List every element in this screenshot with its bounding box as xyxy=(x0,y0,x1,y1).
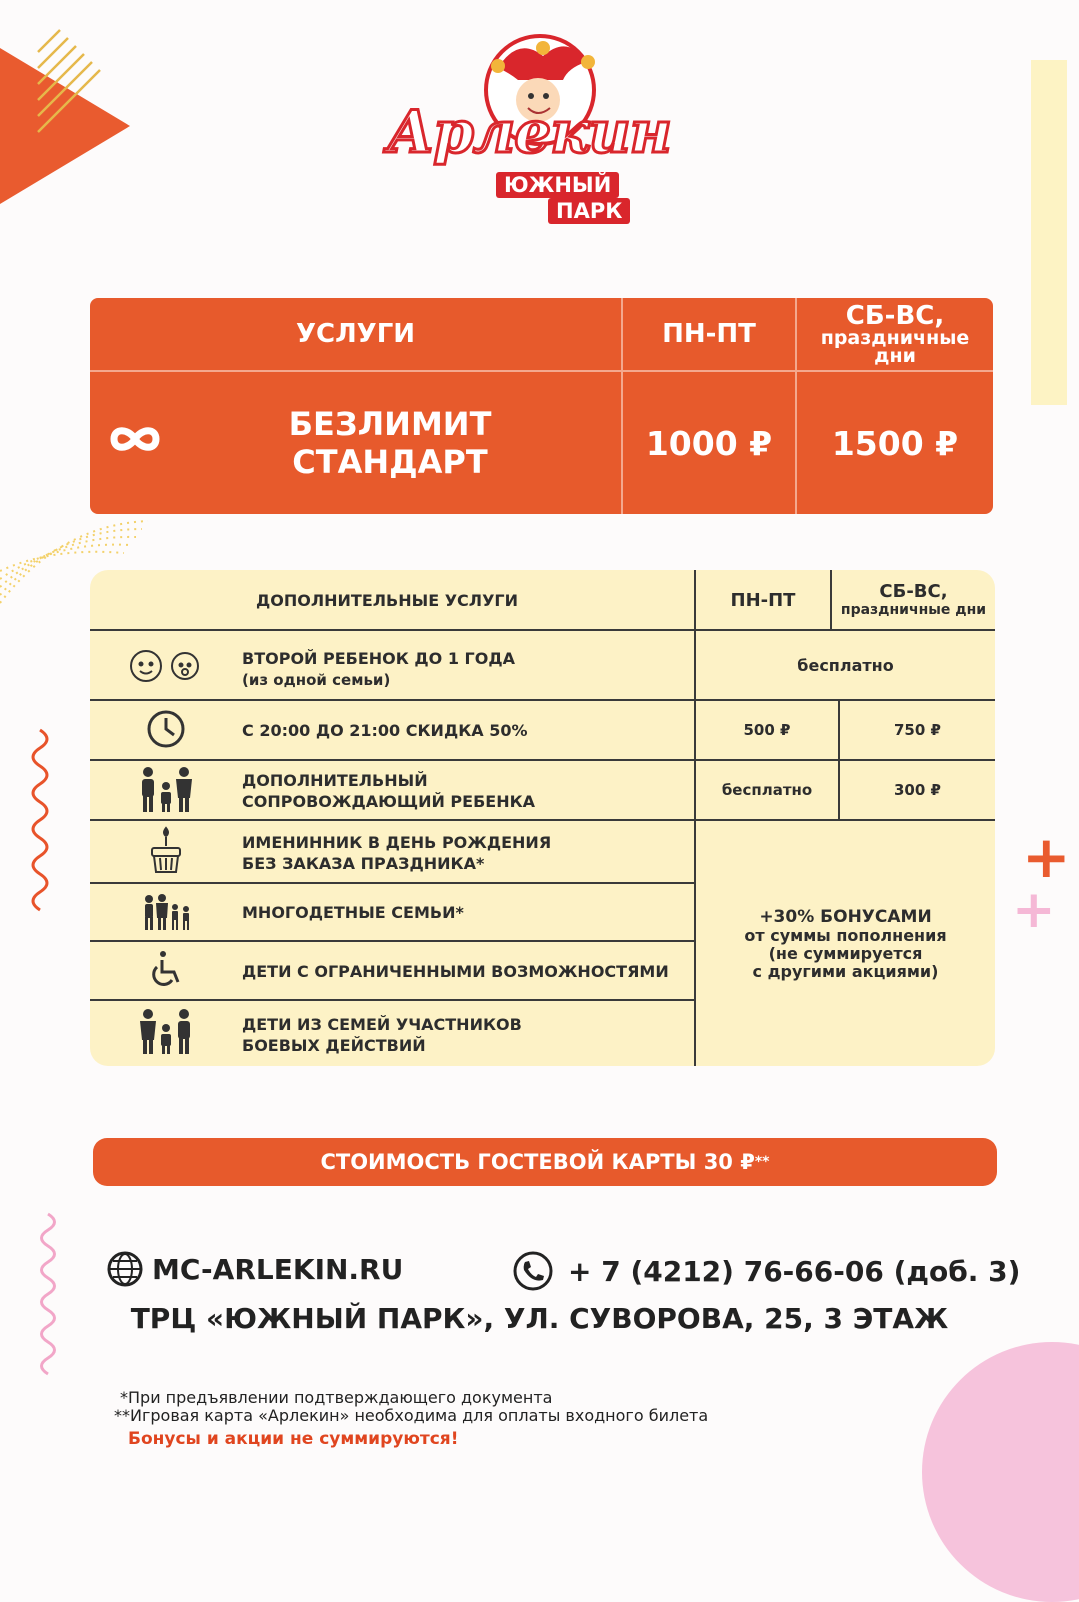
row-evening-weekend: 750 ₽ xyxy=(894,721,941,739)
col-services: УСЛУГИ xyxy=(295,319,416,349)
col-weekend: СБ-ВС, праздничные дни xyxy=(820,301,970,367)
stripes-decoration xyxy=(34,20,114,140)
logo-line2: ПАРК xyxy=(548,198,630,224)
row-veterans-families: ДЕТИ ИЗ СЕМЕЙ УЧАСТНИКОВ БОЕВЫХ ДЕЙСТВИЙ xyxy=(242,1015,522,1055)
row-birthday: ИМЕНИННИК В ДЕНЬ РОЖДЕНИЯ БЕЗ ЗАКАЗА ПРАЗДНИКА* xyxy=(242,833,552,873)
extra-col-weekend: СБ-ВС, праздничные дни xyxy=(840,581,987,618)
extra-col-weekdays: ПН-ПТ xyxy=(730,589,796,611)
family-icon xyxy=(138,766,194,814)
globe-icon xyxy=(106,1250,144,1288)
footnote-3: Бонусы и акции не суммируются! xyxy=(128,1429,459,1449)
wheelchair-icon xyxy=(148,950,184,990)
extra-services-table xyxy=(90,570,995,1066)
main-price-table xyxy=(90,298,993,514)
website-link[interactable]: MC-ARLEKIN.RU xyxy=(106,1250,403,1288)
row-companion-weekend: 300 ₽ xyxy=(894,781,941,799)
col-weekdays: ПН-ПТ xyxy=(662,319,756,349)
footnote-1: *При предъявлении подтверждающего документа xyxy=(120,1388,553,1407)
row-disabilities: ДЕТИ С ОГРАНИЧЕННЫМИ ВОЗМОЖНОСТЯМИ xyxy=(242,962,669,981)
guest-card-banner: СТОИМОСТЬ ГОСТЕВОЙ КАРТЫ 30 ₽ ** xyxy=(93,1138,997,1186)
footnote-2: **Игровая карта «Арлекин» необходима для оплаты входного билета xyxy=(114,1406,709,1425)
unlimited-weekdays-price: 1000 ₽ xyxy=(645,423,773,463)
extra-col-services: ДОПОЛНИТЕЛЬНЫЕ УСЛУГИ xyxy=(256,590,518,610)
bonus-cell: +30% БОНУСАМИ от суммы пополнения (не суммируется с другими акциями) xyxy=(744,906,947,981)
row-extra-companion: ДОПОЛНИТЕЛЬНЫЙ СОПРОВОЖДАЮЩИЙ РЕБЕНКА xyxy=(242,771,536,811)
plus-decoration: + xyxy=(1022,823,1071,891)
unlimited-weekend-price: 1500 ₽ xyxy=(831,423,959,463)
row-evening-weekdays: 500 ₽ xyxy=(743,721,791,739)
pink-wavy-line-decoration xyxy=(36,1212,64,1382)
clock-icon xyxy=(146,709,186,749)
pink-circle-decoration xyxy=(922,1342,1079,1602)
yellow-strip-decoration xyxy=(1031,60,1067,405)
family-icon xyxy=(138,1008,194,1056)
phone-link[interactable]: + 7 (4212) 76-66-06 (доб. 3) xyxy=(512,1250,1020,1292)
logo-line1: ЮЖНЫЙ xyxy=(496,172,619,198)
unlimited-standard-name: БЕЗЛИМИТ СТАНДАРТ xyxy=(288,405,492,481)
phone-icon xyxy=(512,1250,554,1292)
row-second-child: ВТОРОЙ РЕБЕНОК ДО 1 ГОДА (из одной семьи) xyxy=(242,649,515,689)
infinity-icon xyxy=(108,424,162,454)
plus-pink-decoration: + xyxy=(1012,880,1056,940)
large-family-icon xyxy=(142,894,194,932)
row-companion-weekdays: бесплатно xyxy=(721,781,813,799)
row-large-families: МНОГОДЕТНЫЕ СЕМЬИ* xyxy=(242,903,464,922)
babies-icon xyxy=(128,648,204,684)
address: ТРЦ «ЮЖНЫЙ ПАРК», УЛ. СУВОРОВА, 25, 3 ЭТАЖ xyxy=(130,1302,949,1335)
row-second-child-value: бесплатно xyxy=(797,655,894,675)
logo-title: Арлекин xyxy=(387,98,671,166)
row-evening-discount: С 20:00 ДО 21:00 СКИДКА 50% xyxy=(242,721,528,740)
birthday-cake-icon xyxy=(146,826,186,876)
logo xyxy=(368,28,688,228)
wavy-line-decoration xyxy=(26,728,56,923)
